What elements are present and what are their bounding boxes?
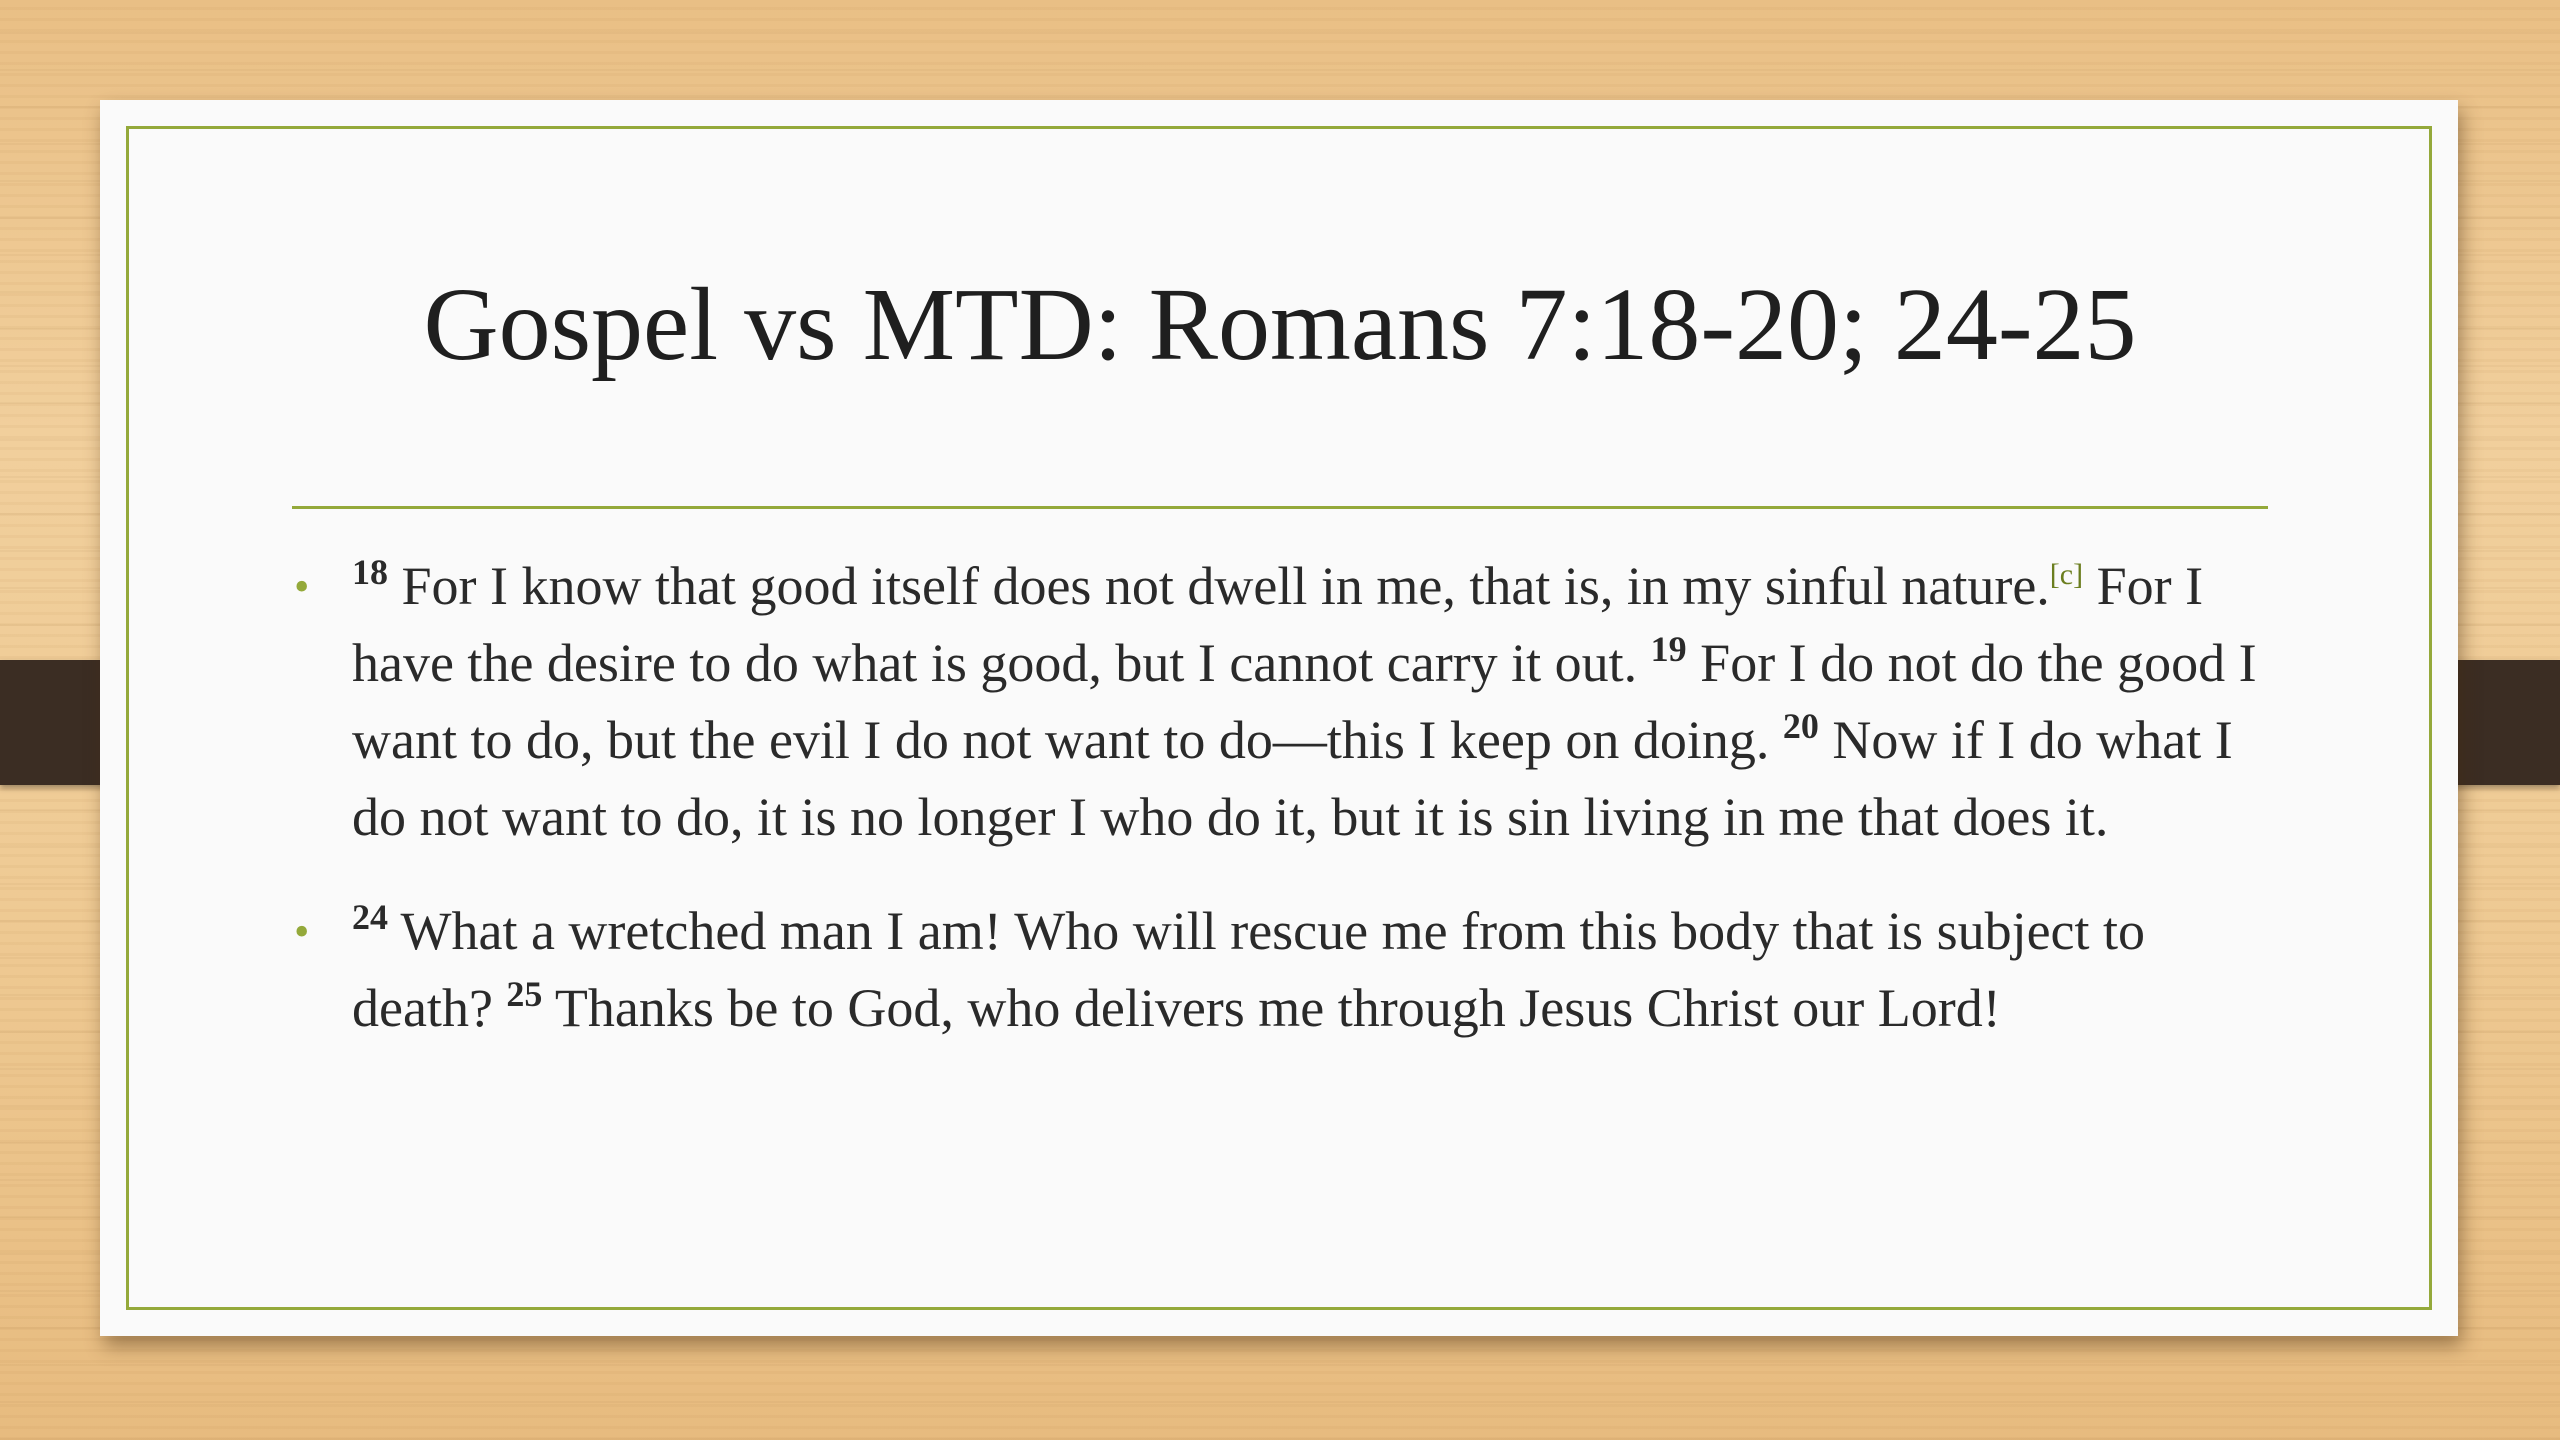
bullet-item-verses-24-25 [294,893,2262,1047]
footnote-link[interactable]: [c] [2049,558,2084,591]
bullet-dot-icon: • [294,907,310,956]
verse-number: 25 [506,974,543,1014]
bullet-list [294,548,2262,1084]
bullet-dot-icon: • [294,562,310,611]
verse-number: 20 [1782,706,1819,746]
verse-text: For I do not do the good I want to do, but the evil I do not want to do—this I keep on doing. [352,633,2257,770]
title-divider [292,506,2268,509]
verse-number: 18 [352,552,388,592]
bullet-item-verses-18-20 [294,548,2262,856]
slide-title: Gospel vs MTD: Romans 7:18-20; 24-25 [423,267,2137,382]
verse-number: 24 [352,897,388,937]
verse-text: Thanks be to God, who delivers me through Jesus Christ our Lord! [542,978,2001,1038]
verse-text: What a wretched man I am! Who will rescue me from this body that is subject to death? [352,901,2146,1038]
verse-text: Now if I do what I do not want to do, it is no longer I who do it, but it is sin living in me that does it. [352,710,2233,847]
verse-number: 19 [1650,629,1687,669]
verse-text: For I know that good itself does not dwell in me, that is, in my sinful nature. [388,556,2050,616]
verse-text: For I have the desire to do what is good, but I cannot carry it out. [352,556,2204,693]
